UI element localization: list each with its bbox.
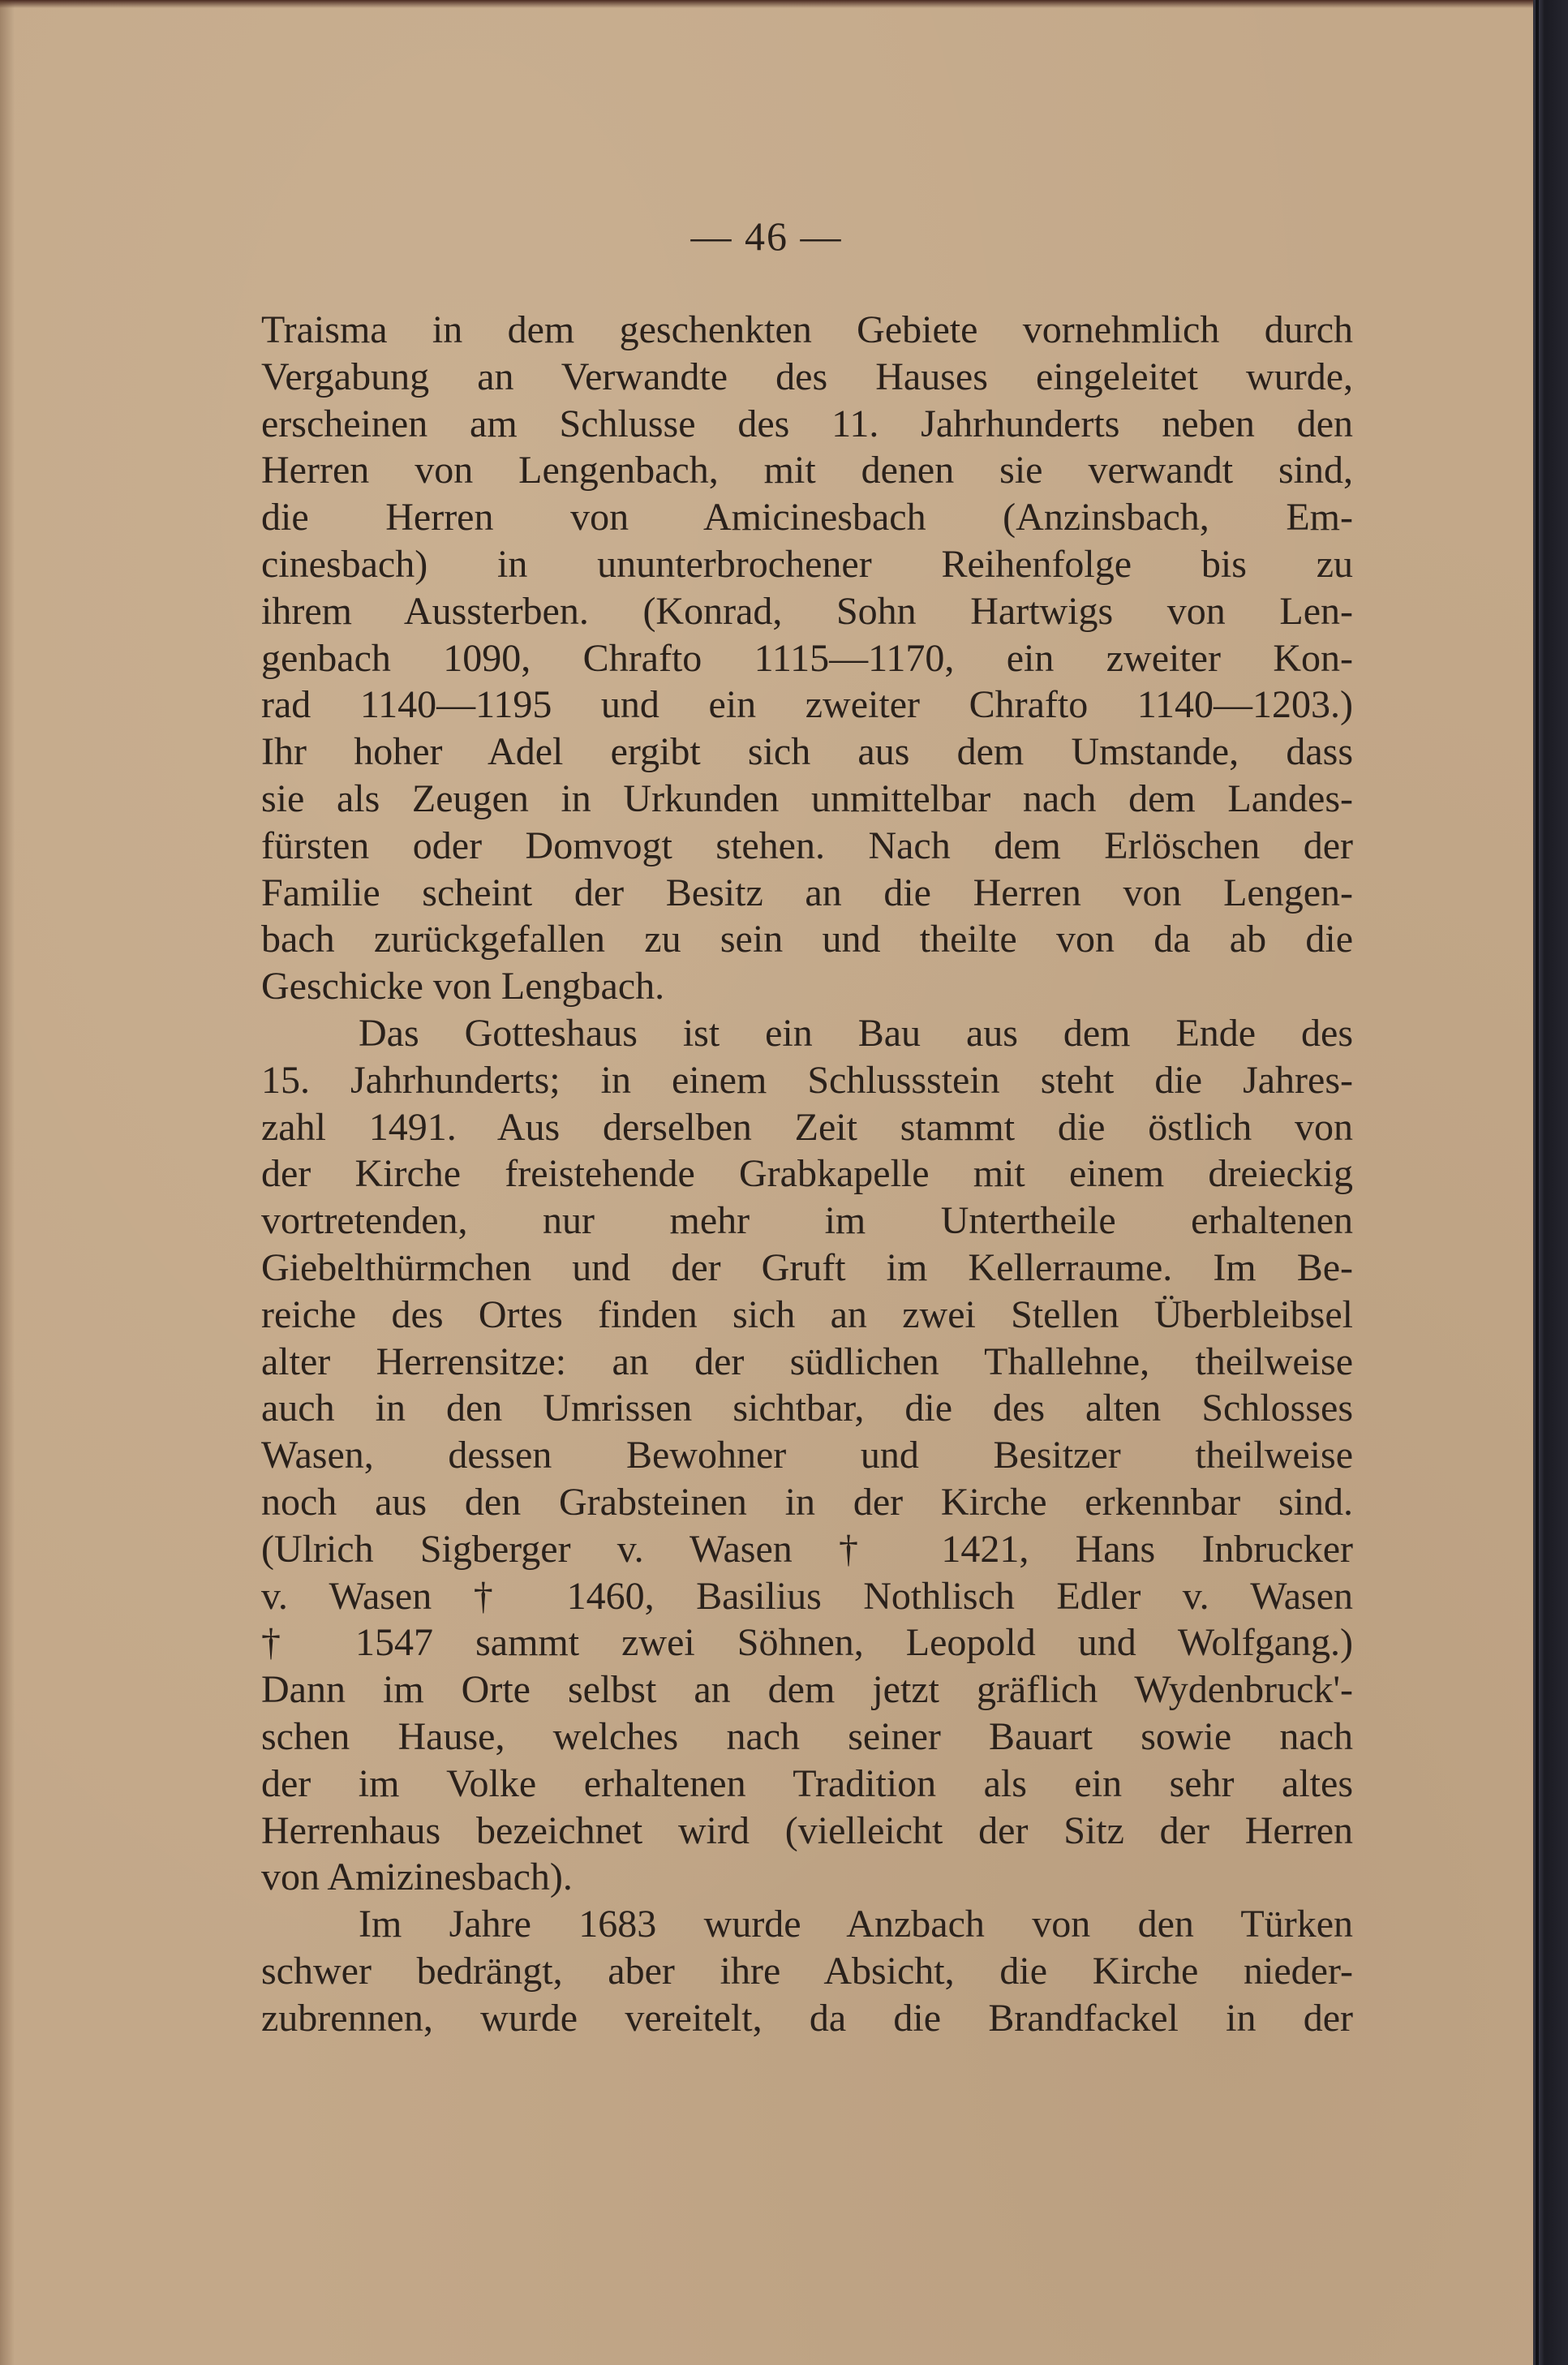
text-line: alter Herrensitze: an der südlichen Thallehne, theilweise (261, 1339, 1353, 1383)
text-line: schen Hause, welches nach seiner Bauart sowie nach (261, 1714, 1353, 1758)
text-line: zubrennen, wurde vereitelt, da die Brandfackel in der (261, 1996, 1353, 2040)
text-line: Vergabung an Verwandte des Hauses eingeleitet wurde, (261, 355, 1353, 398)
text-line: Dann im Orte selbst an dem jetzt gräflich Wydenbruck'- (261, 1668, 1353, 1712)
text-line: 15. Jahrhunderts; in einem Schlussstein steht die Jahres- (261, 1058, 1353, 1102)
text-line: schwer bedrängt, aber ihre Absicht, die Kirche nieder- (261, 1949, 1353, 1993)
text-line: † 1547 sammt zwei Söhnen, Leopold und Wolfgang.) (261, 1621, 1353, 1665)
text-line: Herrenhaus bezeichnet wird (vielleicht der Sitz der Herren (261, 1808, 1353, 1852)
text-line: noch aus den Grabsteinen in der Kirche erkennbar sind. (261, 1480, 1353, 1524)
text-line: Geschicke von Lengbach. (261, 965, 665, 1008)
text-line: fürsten oder Domvogt stehen. Nach dem Erlöschen der (261, 823, 1353, 867)
text-line: reiche des Ortes finden sich an zwei Stellen Überbleibsel (261, 1292, 1353, 1336)
text-line: zahl 1491. Aus derselben Zeit stammt die östlich von (261, 1105, 1353, 1149)
page-number: — 46 — (690, 213, 843, 259)
text-line: auch in den Umrissen sichtbar, die des alten Schlosses (261, 1387, 1353, 1430)
text-line: Traisma in dem geschenkten Gebiete vornehmlich durch (261, 308, 1353, 351)
text-line: ihrem Aussterben. (Konrad, Sohn Hartwigs von Len- (261, 589, 1353, 633)
text-line: Herren von Lengenbach, mit denen sie verwandt sind, (261, 449, 1353, 492)
text-line: sie als Zeugen in Urkunden unmittelbar nach dem Landes- (261, 776, 1353, 820)
text-line: Das Gotteshaus ist ein Bau aus dem Ende des (359, 1011, 1353, 1055)
page-top-edge (0, 0, 1533, 8)
text-line: Wasen, dessen Bewohner und Besitzer theilweise (261, 1434, 1353, 1477)
text-line: die Herren von Amicinesbach (Anzinsbach, Em- (261, 496, 1353, 540)
page-gutter-line (1536, 0, 1539, 2365)
text-line: der im Volke erhaltenen Tradition als ein sehr altes (261, 1761, 1353, 1805)
text-line: Im Jahre 1683 wurde Anzbach von den Türken (359, 1903, 1353, 1946)
text-line: rad 1140—1195 und ein zweiter Chrafto 1140—1203.) (261, 683, 1353, 727)
text-line: (Ulrich Sigberger v. Wasen † 1421, Hans Inbrucker (261, 1527, 1353, 1571)
text-line: cinesbach) in ununterbrochener Reihenfolge bis zu (261, 542, 1353, 586)
text-line: der Kirche freistehende Grabkapelle mit einem dreieckig (261, 1152, 1353, 1196)
text-line: bach zurückgefallen zu sein und theilte von da ab die (261, 918, 1353, 961)
body-text (261, 307, 1353, 2041)
text-line: Ihr hoher Adel ergibt sich aus dem Umstande, dass (261, 730, 1353, 774)
text-line: Giebelthürmchen und der Gruft im Kellerraume. Im Be- (261, 1245, 1353, 1289)
text-line: v. Wasen † 1460, Basilius Nothlisch Edler v. Wasen (261, 1574, 1353, 1618)
text-line: von Amizinesbach). (261, 1855, 573, 1899)
text-line: genbach 1090, Chrafto 1115—1170, ein zweiter Kon- (261, 636, 1353, 680)
text-line: erscheinen am Schlusse des 11. Jahrhunderts neben den (261, 402, 1353, 445)
text-line: Familie scheint der Besitz an die Herren von Lengen- (261, 871, 1353, 914)
page-left-shadow (0, 0, 15, 2365)
text-line: vortretenden, nur mehr im Untertheile erhaltenen (261, 1199, 1353, 1243)
